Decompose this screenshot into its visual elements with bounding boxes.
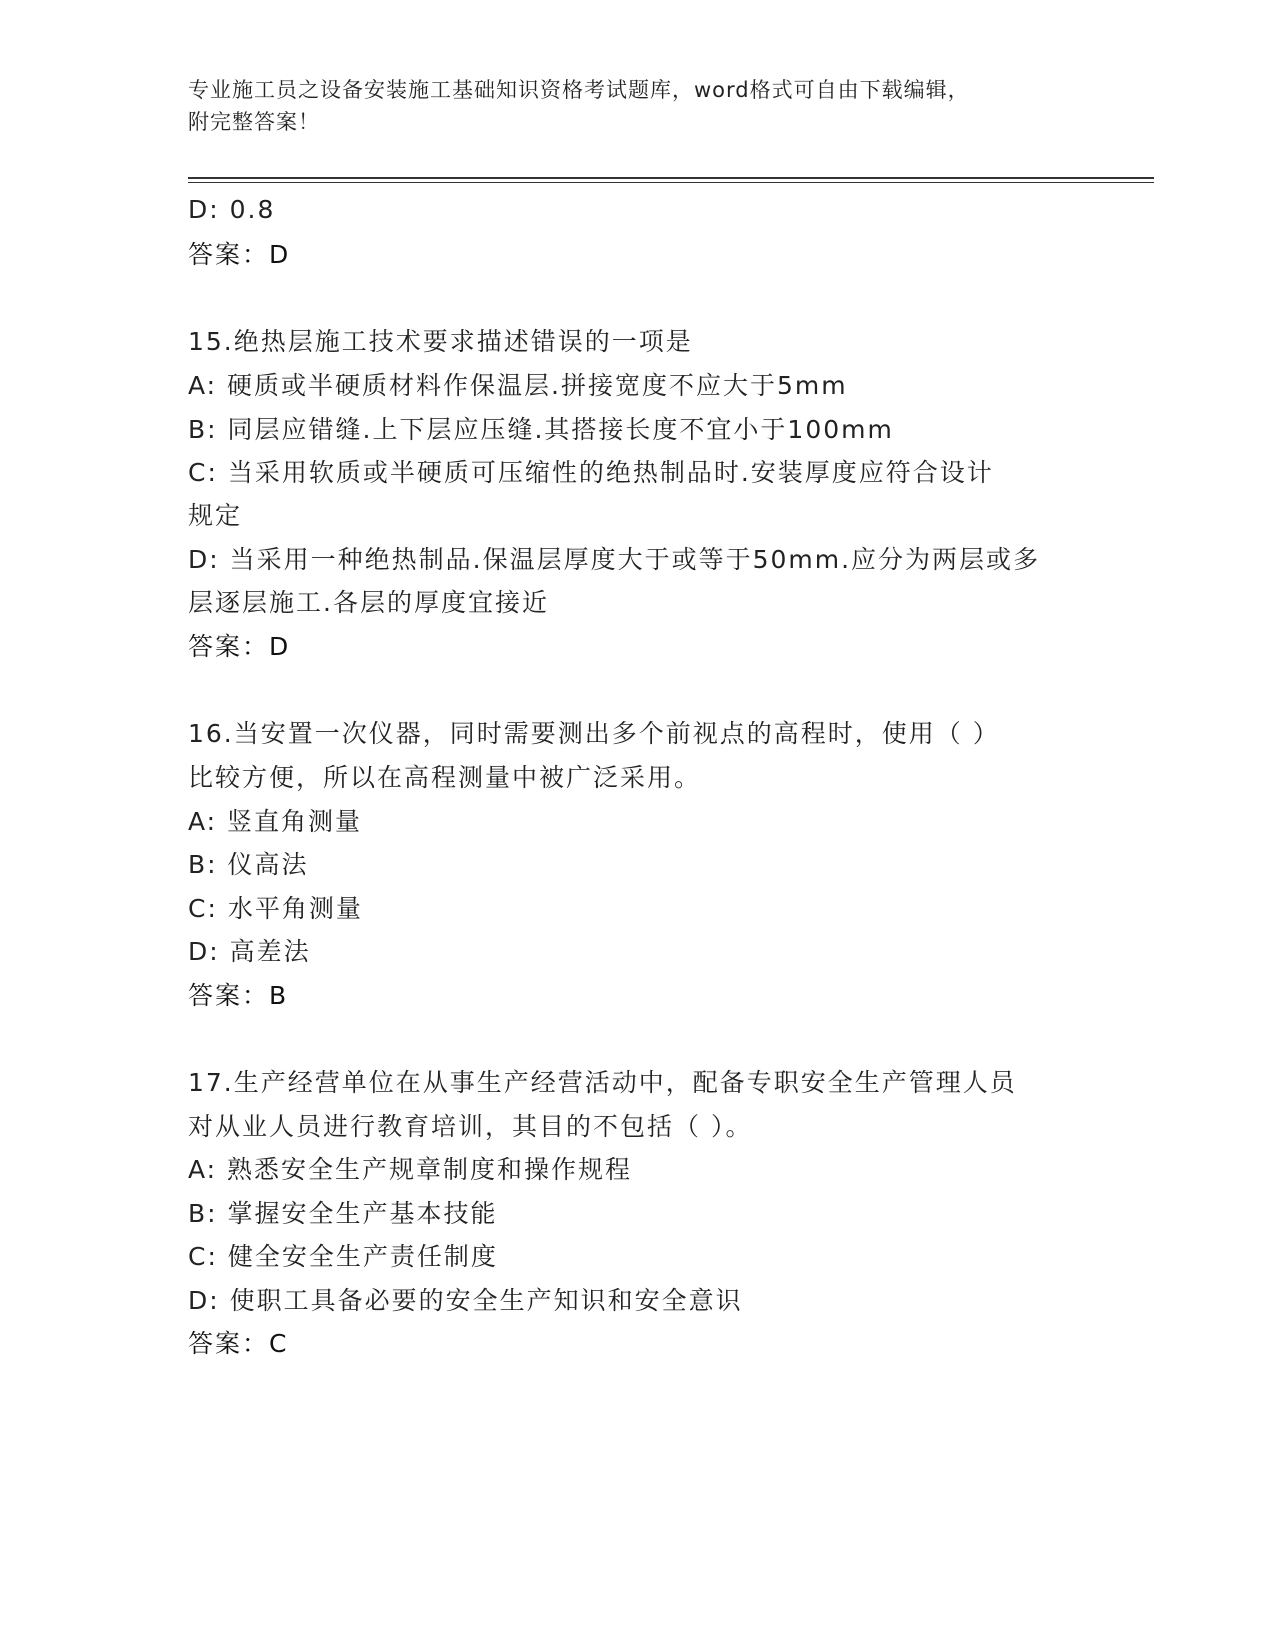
q16-option-b: B: 仪高法: [188, 850, 309, 879]
q15-option-c-continued: 规定: [188, 501, 243, 530]
q16-answer: 答案：B: [188, 981, 289, 1010]
q15-option-b: B: 同层应错缝.上下层应压缝.其搭接长度不宜小于100mm: [188, 415, 894, 444]
q15-answer: 答案：D: [188, 632, 291, 661]
q17-stem-continued: 对从业人员进行教育培训，其目的不包括（ ）。: [188, 1112, 753, 1141]
q17-option-b: B: 掌握安全生产基本技能: [188, 1199, 498, 1228]
prev-question-answer: 答案：D: [188, 240, 291, 269]
q17-option-a: A: 熟悉安全生产规章制度和操作规程: [188, 1155, 633, 1184]
prev-question-option-d: D: 0.8: [188, 195, 276, 224]
q17-option-c: C: 健全安全生产责任制度: [188, 1242, 498, 1271]
q16-stem: 16.当安置一次仪器，同时需要测出多个前视点的高程时，使用（ ）: [188, 719, 1000, 748]
header-title-line-2: 附完整答案！: [188, 110, 320, 134]
q15-option-a: A: 硬质或半硬质材料作保温层.拼接宽度不应大于5mm: [188, 371, 848, 400]
header-divider-thick: [188, 177, 1154, 179]
q16-stem-continued: 比较方便，所以在高程测量中被广泛采用。: [188, 763, 702, 792]
q16-option-a: A: 竖直角测量: [188, 807, 363, 836]
q15-option-d: D: 当采用一种绝热制品.保温层厚度大于或等于50mm.应分为两层或多: [188, 545, 1041, 574]
q15-option-c: C: 当采用软质或半硬质可压缩性的绝热制品时.安装厚度应符合设计: [188, 458, 994, 487]
q17-stem: 17.生产经营单位在从事生产经营活动中，配备专职安全生产管理人员: [188, 1068, 1017, 1097]
header-title-line-1: 专业施工员之设备安装施工基础知识资格考试题库，word格式可自由下载编辑，: [188, 78, 970, 102]
q17-option-d: D: 使职工具备必要的安全生产知识和安全意识: [188, 1286, 743, 1315]
q16-option-c: C: 水平角测量: [188, 894, 363, 923]
page-header: [188, 74, 1088, 138]
header-divider-thin: [188, 182, 1154, 183]
q16-option-d: D: 高差法: [188, 937, 311, 966]
q15-stem: 15.绝热层施工技术要求描述错误的一项是: [188, 327, 693, 356]
q17-answer: 答案：C: [188, 1329, 289, 1358]
q15-option-d-continued: 层逐层施工.各层的厚度宜接近: [188, 588, 549, 617]
